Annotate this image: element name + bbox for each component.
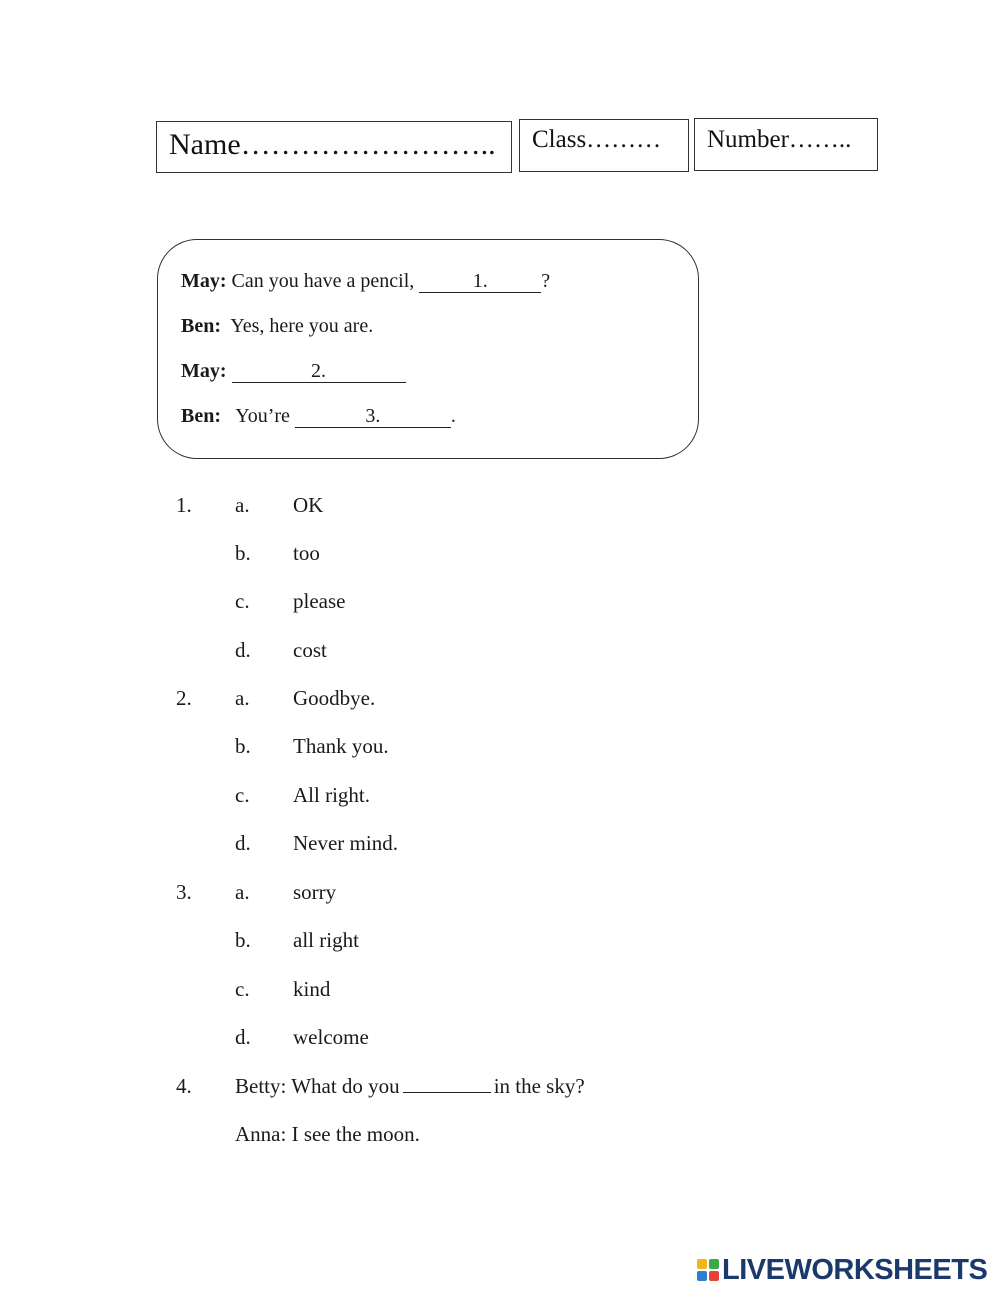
speaker-ben: Ben: [181,315,221,337]
option-text[interactable]: please [293,589,346,613]
logo-square [709,1259,719,1269]
logo-square [697,1259,707,1269]
liveworksheets-logo [697,1254,987,1286]
option-text[interactable]: Goodbye. [293,686,376,710]
question-number: 4. [176,1074,192,1098]
number-field[interactable]: Number…….. [694,118,878,171]
question-number: 2. [176,686,192,710]
question-4-line-1 [235,1074,585,1099]
option-text[interactable]: all right [293,928,359,952]
option-text[interactable]: too [293,541,320,565]
dialogue-text: Can you have a pencil, [231,270,420,292]
dialogue-line-4 [181,405,456,428]
question-number: 1. [176,493,192,517]
option-text[interactable]: sorry [293,880,337,904]
option-letter[interactable]: a. [235,686,250,710]
option-text[interactable]: Thank you. [293,734,389,758]
class-field[interactable]: Class……… [519,119,689,172]
option-text[interactable]: cost [293,638,327,662]
dialogue-line-3 [181,360,406,383]
dialogue-text: ? [541,270,551,292]
dialogue-text: . [450,405,456,427]
option-letter[interactable]: a. [235,880,250,904]
speaker-ben: Ben: [181,405,221,427]
option-letter[interactable]: a. [235,493,250,517]
question-text: Betty: What do you [235,1074,400,1098]
blank-1[interactable]: 1. [419,271,541,293]
dialogue-line-1 [181,270,550,293]
dialogue-text: Yes, here you are. [230,315,374,337]
logo-mark-icon [697,1259,719,1281]
option-text[interactable]: All right. [293,783,370,807]
option-letter[interactable]: d. [235,1025,251,1049]
speaker-may: May: [181,270,227,292]
name-field[interactable]: Name…………………….. [156,121,512,173]
option-text[interactable]: OK [293,493,324,517]
option-letter[interactable]: c. [235,589,250,613]
option-letter[interactable]: d. [235,638,251,662]
dialogue-text: You’re [235,405,295,427]
logo-square [709,1271,719,1281]
option-letter[interactable]: b. [235,734,251,758]
option-letter[interactable]: c. [235,977,250,1001]
blank-2[interactable]: 2. [232,361,406,383]
option-text[interactable]: Never mind. [293,831,398,855]
speaker-may: May: [181,360,227,382]
option-letter[interactable]: d. [235,831,251,855]
option-letter[interactable]: c. [235,783,250,807]
question-text: in the sky? [493,1074,585,1098]
option-text[interactable]: kind [293,977,331,1001]
question-number: 3. [176,880,192,904]
option-text[interactable]: welcome [293,1025,369,1049]
option-letter[interactable]: b. [235,541,251,565]
answer-blank-4[interactable] [403,1074,491,1093]
dialogue-box [157,239,699,459]
logo-text: LIVEWORKSHEETS [722,1253,988,1286]
question-4-line-2: Anna: I see the moon. [235,1122,420,1146]
blank-3[interactable]: 3. [295,406,451,428]
option-letter[interactable]: b. [235,928,251,952]
dialogue-line-2 [181,315,373,338]
logo-square [697,1271,707,1281]
